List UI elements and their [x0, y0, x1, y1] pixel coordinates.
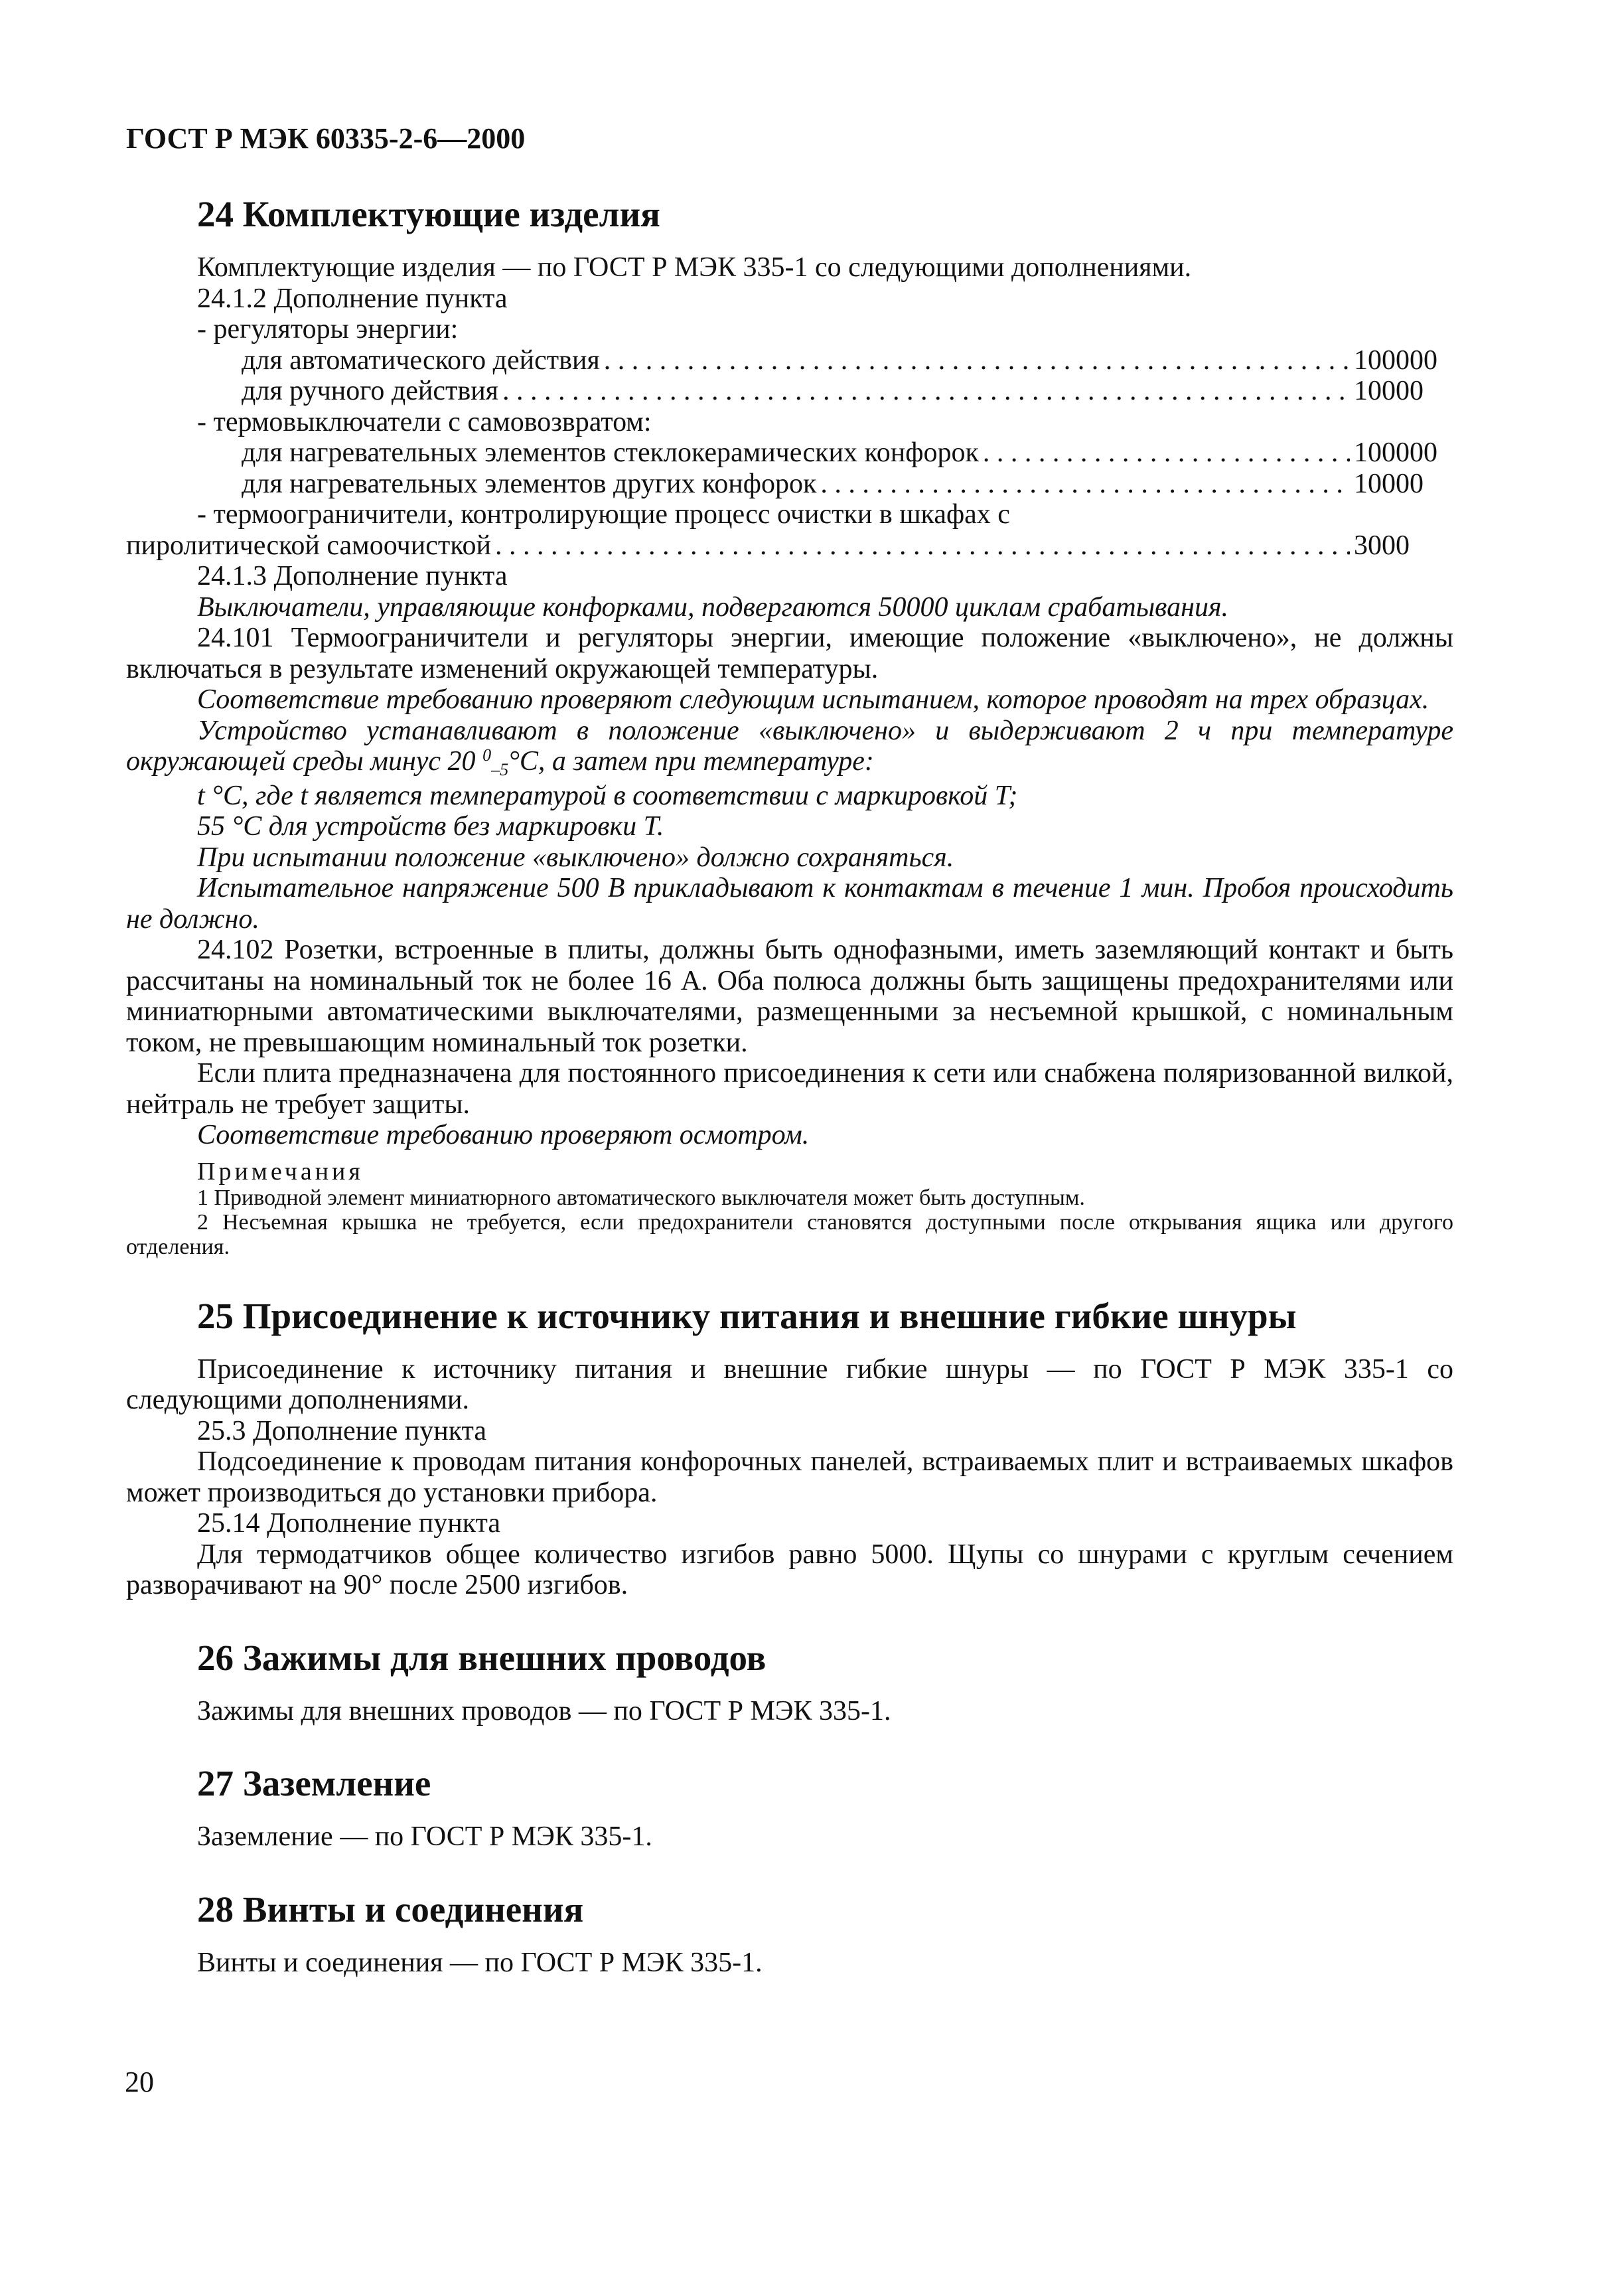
section-24-heading: 24 Комплектующие изделия [197, 194, 660, 234]
clause-24-1-3-label: 24.1.3 Дополнение пункта [197, 561, 508, 591]
off-position-kept-text: При испытании положение «выключено» должно сохраняться. [197, 842, 954, 873]
row-label: для нагревательных элементов других конфорок [242, 468, 817, 499]
dotted-row-thermo-glassceramic [126, 437, 1453, 469]
row-label: для автоматического действия [242, 344, 600, 376]
clause-24-1-2-label: 24.1.2 Дополнение пункта [197, 283, 508, 314]
thermal-limiters-line: - термоограничители, контролирующие процесс очистки в шкафах с [197, 499, 1010, 530]
section-28-text: Винты и соединения — по ГОСТ Р МЭК 335-1. [197, 1947, 763, 1978]
row-value: 10000 [1354, 468, 1424, 499]
row-value: 10000 [1354, 376, 1424, 406]
clause-25-3-text: Подсоединение к проводам питания конфорочных панелей, встраиваемых плит и встраиваемых шкафов может производиться до установки прибора. [126, 1446, 1453, 1508]
switches-cycles-text: Выключатели, управляющие конфорками, подвергаются 50000 циклам срабатывания. [197, 591, 1228, 623]
document-body [126, 194, 1453, 1978]
inspection-check-text: Соответствие требованию проверяют осмотром. [197, 1120, 810, 1150]
page-number: 20 [125, 2066, 154, 2098]
section-27-heading: 27 Заземление [197, 1763, 431, 1803]
dotted-row-regulators-auto [126, 345, 1453, 376]
section-26-heading: 26 Зажимы для внешних проводов [197, 1637, 767, 1678]
device-text-part-b: °С, а затем при температуре: [508, 746, 874, 777]
section-25-intro: Присоединение к источнику питания и внешние гибкие шнуры — по ГОСТ Р МЭК 335-1 со следующими дополнениями. [126, 1353, 1453, 1415]
section-25-heading: 25 Присоединение к источнику питания и внешние гибкие шнуры [197, 1295, 1297, 1336]
temperature-tolerance-lower: –5 [491, 760, 509, 779]
dotted-row-pyrolytic [126, 530, 1453, 562]
dotted-row-regulators-manual [126, 376, 1453, 407]
thermal-cutouts-label: - термовыключатели с самовозвратом: [197, 406, 652, 437]
dot-leader [983, 437, 1350, 469]
notes-heading: Примечания [197, 1157, 364, 1186]
clause-25-14-text: Для термодатчиков общее количество изгибов равно 5000. Щупы со шнурами с круглым сечением разворачивают на 90° после 2500 изгибов. [126, 1539, 1453, 1600]
device-text-part-a: Устройство устанавливают в положение «выключено» и выдерживают 2 ч при температуре окружающей среды минус 20 [126, 715, 1453, 777]
row-label: для нагревательных элементов стеклокерамических конфорок [242, 437, 979, 468]
section-27-text: Заземление — по ГОСТ Р МЭК 335-1. [197, 1821, 652, 1852]
dot-leader [495, 530, 1350, 562]
note-2: 2 Несъемная крышка не требуется, если предохранители становятся доступными после открывания ящика или другого отделения. [126, 1209, 1453, 1259]
energy-regulators-label: - регуляторы энергии: [197, 314, 459, 344]
section-28-heading: 28 Винты и соединения [197, 1888, 584, 1930]
dot-leader [502, 376, 1350, 407]
temperature-t-line: t °С, где t является температурой в соответствии с маркировкой T; [197, 780, 1018, 811]
row-label: для ручного действия [242, 376, 498, 406]
clause-25-3-label: 25.3 Дополнение пункта [197, 1415, 487, 1446]
dotted-row-thermo-other [126, 469, 1453, 500]
test-voltage-text: Испытательное напряжение 500 В прикладывают к контактам в течение 1 мин. Пробоя происходить не должно. [126, 873, 1453, 935]
device-test-conditions [126, 716, 1453, 781]
clause-25-14-label: 25.14 Дополнение пункта [197, 1508, 501, 1539]
section-24-intro: Комплектующие изделия — по ГОСТ Р МЭК 335-1 со следующими дополнениями. [197, 252, 1192, 283]
dot-leader [604, 345, 1350, 376]
temperature-55-line: 55 °С для устройств без маркировки T. [197, 811, 664, 842]
row-value: 100000 [1354, 437, 1437, 468]
compliance-test-text: Соответствие требованию проверяют следующим испытанием, которое проводят на трех образцах. [197, 684, 1429, 715]
temperature-tolerance-upper: 0 [482, 745, 492, 765]
document-id-header: ГОСТ Р МЭК 60335-2-6—2000 [126, 122, 526, 155]
dot-leader [820, 469, 1350, 500]
row-label: пиролитической самоочисткой [126, 530, 491, 561]
row-value: 3000 [1354, 530, 1410, 561]
clause-24-101-text: 24.101 Термоограничители и регуляторы энергии, имеющие положение «выключено», не должны включаться в результате изменений окружающей температуры. [126, 623, 1453, 684]
section-26-text: Зажимы для внешних проводов — по ГОСТ Р МЭК 335-1. [197, 1695, 891, 1726]
row-value: 100000 [1354, 344, 1437, 376]
clause-24-102-text: 24.102 Розетки, встроенные в плиты, должны быть однофазными, иметь заземляющий контакт и быть рассчитаны на номинальный ток не более 16 А. Оба полюса должны быть защищены предохранителями или миниатюрными автоматическими выключателями, размещенными за несъемной крышкой, с номинальным током, не превышающим номинальный ток розетки. [126, 935, 1453, 1058]
neutral-protection-text: Если плита предназначена для постоянного присоединения к сети или снабжена поляризованной вилкой, нейтраль не требует защиты. [126, 1058, 1453, 1120]
note-1: 1 Приводной элемент миниатюрного автоматического выключателя может быть доступным. [197, 1185, 1085, 1210]
